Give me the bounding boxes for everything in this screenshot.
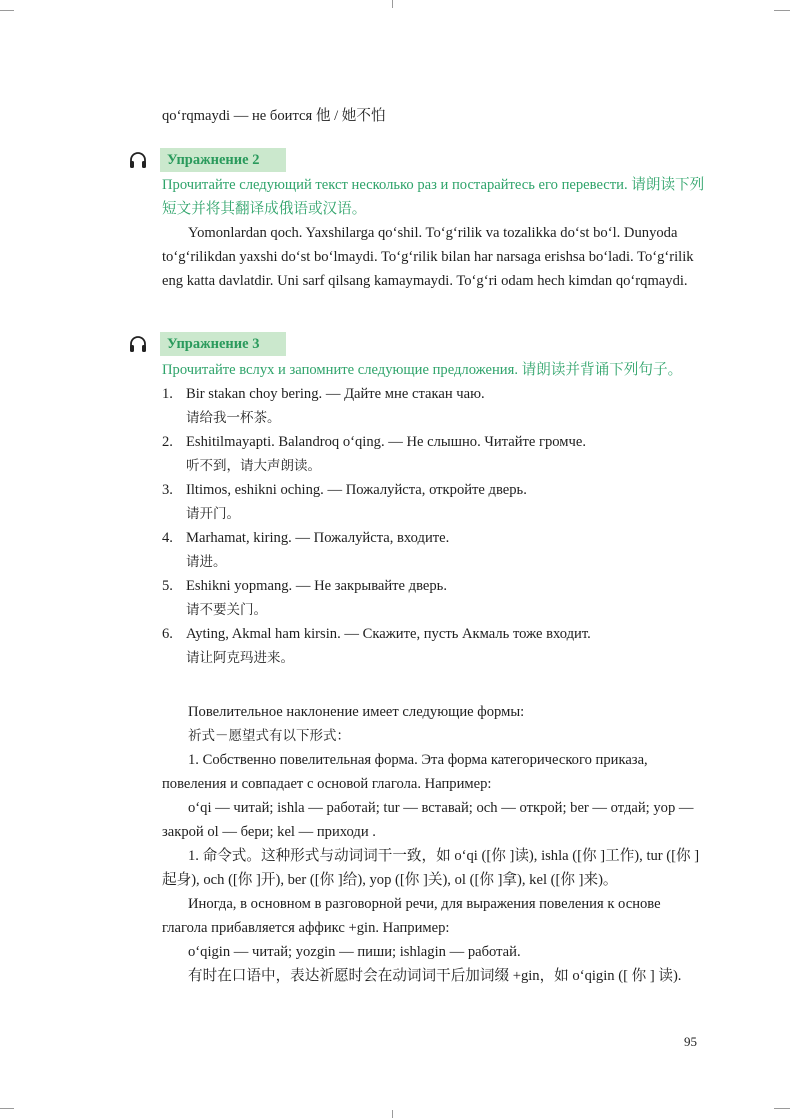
sentence-translation: 请开门。 bbox=[186, 506, 240, 522]
exercise2-text: Yomonlardan qoch. Yaxshilarga qo‘shil. To‘g‘rilik va tozalikka do‘st bo‘l. Dunyoda to‘g‘rilikdan yaxshi do‘st bo‘lmaydi. To‘g‘rilik bilan har narsaga erishsa bo‘ladi. To‘g‘rilik eng katta davlatdir. Uni sarf qilsang kamaymaydi. To‘g‘ri odam hech kimdan qo‘rqmaydi. bbox=[162, 225, 694, 289]
grammar-paragraph: o‘qigin — читай; yozgin — пиши; ishlagin — работай. bbox=[188, 944, 521, 960]
grammar-paragraph: Повелительное наклонение имеет следующие формы: bbox=[188, 704, 525, 720]
exercise3-body bbox=[162, 358, 708, 670]
list-item bbox=[162, 430, 708, 478]
exercise2-label: Упражнение 2 bbox=[160, 148, 286, 172]
grammar-section bbox=[162, 700, 708, 988]
sentence-text: Eshikni yopmang. — Не закрывайте дверь. bbox=[186, 578, 447, 594]
sentence-text: Iltimos, eshikni oching. — Пожалуйста, откройте дверь. bbox=[186, 482, 527, 498]
grammar-paragraph: 有时在口语中，表达祈愿时会在动词词干后加词缀 +gin，如 o‘qigin ([ 你 ] 读). bbox=[188, 968, 682, 984]
list-item bbox=[162, 478, 708, 526]
exercise3-instruction: Прочитайте вслух и запомните следующие предложения. 请朗读并背诵下列句子。 bbox=[162, 362, 683, 378]
list-item bbox=[162, 622, 708, 670]
list-number: 1. bbox=[162, 386, 173, 402]
sentence-translation: 请给我一杯茶。 bbox=[186, 410, 281, 426]
sentence-text: Ayting, Akmal ham kirsin. — Скажите, пусть Акмаль тоже входит. bbox=[186, 626, 591, 642]
exercise3-list bbox=[162, 382, 708, 670]
grammar-paragraph: 祈式－愿望式有以下形式： bbox=[188, 728, 350, 744]
top-line-text: qo‘rqmaydi — не боится 他 / 她不怕 bbox=[162, 108, 386, 124]
page-number: 95 bbox=[684, 1034, 697, 1049]
grammar-paragraph: o‘qi — читай; ishla — работай; tur — вставай; och — открой; ber — отдай; yop — закрой ol — бери; kel — приходи . bbox=[162, 800, 694, 840]
crop-mark bbox=[774, 10, 790, 11]
sentence-text: Eshitilmayapti. Balandroq o‘qing. — Не слышно. Читайте громче. bbox=[186, 434, 587, 450]
headphones-icon[interactable] bbox=[128, 150, 148, 170]
sentence-text: Bir stakan choy bering. — Дайте мне стакан чаю. bbox=[186, 386, 485, 402]
grammar-paragraph: 1. 命令式。这种形式与动词词干一致，如 o‘qi ([你 ]读), ishla ([你 ]工作), tur ([你 ]起身), och ([你 ]开), ber ([你 ]给), yop ([你 ]关), ol ([你 ]拿), kel ([你 ]来)。 bbox=[162, 848, 700, 888]
list-item bbox=[162, 382, 708, 430]
exercise2-instruction: Прочитайте следующий текст несколько раз и постарайтесь его перевести. 请朗读下列短文并将其翻译成俄语或汉语。 bbox=[162, 177, 705, 217]
grammar-paragraph: Иногда, в основном в разговорной речи, для выражения повеления к основе глагола прибавляется аффикс +gin. Например: bbox=[162, 896, 661, 936]
exercise3-label: Упражнение 3 bbox=[160, 332, 286, 356]
top-line bbox=[162, 104, 708, 128]
sentence-translation: 请让阿克玛进来。 bbox=[186, 650, 294, 666]
sentence-text: Marhamat, kiring. — Пожалуйста, входите. bbox=[186, 530, 450, 546]
crop-mark bbox=[392, 0, 393, 8]
crop-mark bbox=[392, 1110, 393, 1118]
list-number: 3. bbox=[162, 482, 173, 498]
crop-mark bbox=[0, 1108, 14, 1109]
list-number: 4. bbox=[162, 530, 173, 546]
sentence-translation: 听不到，请大声朗读。 bbox=[186, 458, 321, 474]
list-number: 6. bbox=[162, 626, 173, 642]
crop-mark bbox=[774, 1108, 790, 1109]
crop-mark bbox=[0, 10, 14, 11]
list-number: 2. bbox=[162, 434, 173, 450]
list-item bbox=[162, 574, 708, 622]
headphones-icon[interactable] bbox=[128, 334, 148, 354]
list-item bbox=[162, 526, 708, 574]
sentence-translation: 请不要关门。 bbox=[186, 602, 267, 618]
exercise2-body bbox=[162, 173, 708, 293]
list-number: 5. bbox=[162, 578, 173, 594]
grammar-paragraph: 1. Собственно повелительная форма. Эта форма категорического приказа, повеления и совпадает с основой глагола. Например: bbox=[162, 752, 648, 792]
sentence-translation: 请进。 bbox=[186, 554, 227, 570]
